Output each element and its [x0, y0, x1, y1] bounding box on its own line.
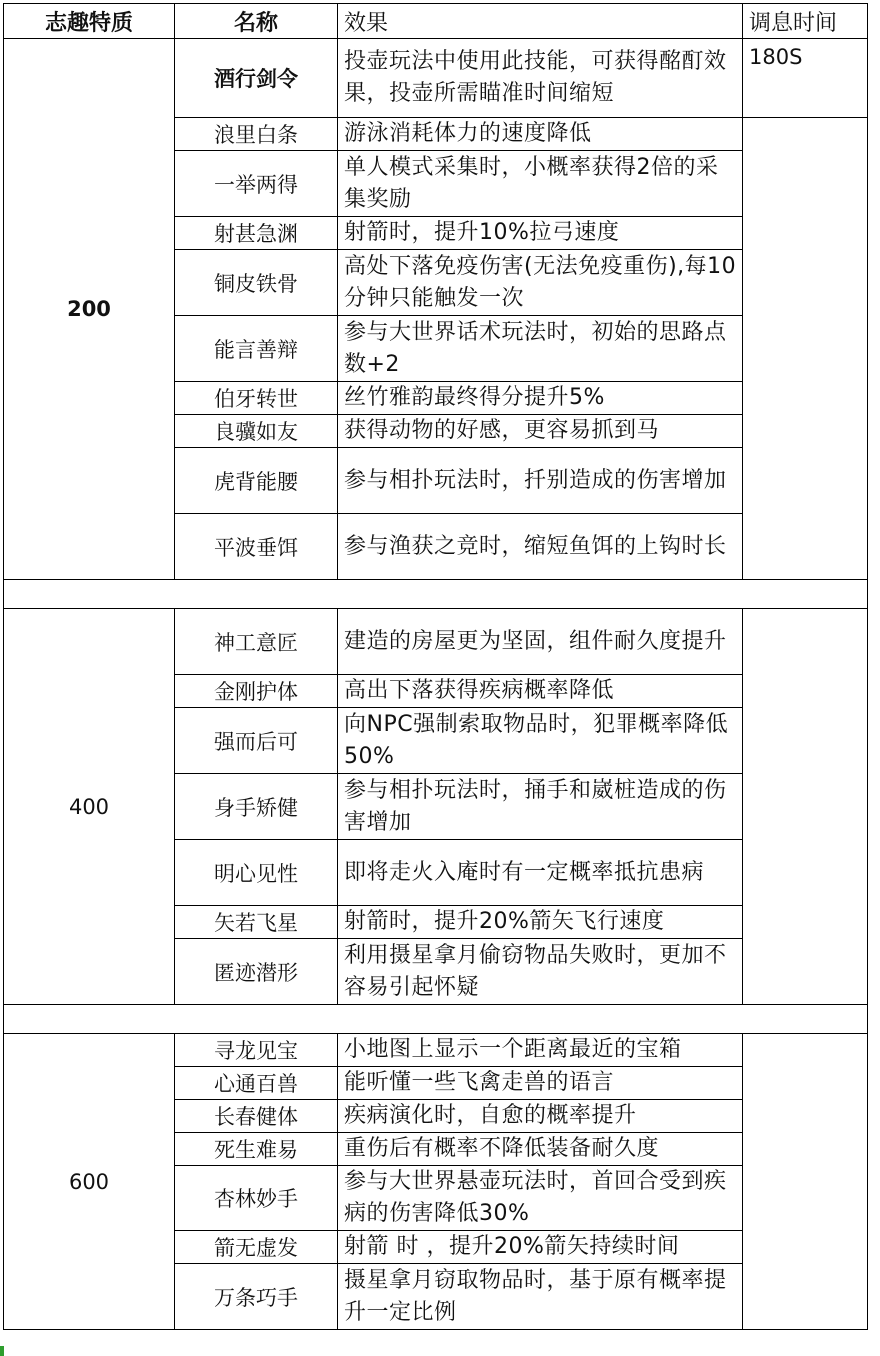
skill-effect: 利用摄星拿月偷窃物品失败时，更加不容易引起怀疑: [338, 939, 743, 1005]
skill-effect: 即将走火入庵时有一定概率抵抗患病: [338, 840, 743, 906]
trait-table: [3, 3, 868, 1330]
skill-name: 强而后可: [175, 708, 338, 774]
skill-effect: 单人模式采集时，小概率获得2倍的采集奖励: [338, 151, 743, 217]
table-row: [4, 609, 868, 675]
skill-effect: 高处下落免疫伤害(无法免疫重伤),每10分钟只能触发一次: [338, 250, 743, 316]
skill-effect: 高出下落获得疾病概率降低: [338, 675, 743, 708]
skill-effect: 参与大世界悬壶玩法时，首回合受到疾病的伤害降低30%: [338, 1166, 743, 1231]
skill-effect: 射箭 时 ，提升20%箭矢持续时间: [338, 1231, 743, 1264]
skill-name: 矢若飞星: [175, 906, 338, 939]
header-trait: 志趣特质: [4, 4, 175, 39]
skill-name: 身手矫健: [175, 774, 338, 840]
table-row: [4, 1034, 868, 1067]
skill-effect: 参与渔获之竞时，缩短鱼饵的上钩时长: [338, 514, 743, 580]
skill-name: 长春健体: [175, 1100, 338, 1133]
spacer-row: [4, 580, 868, 609]
skill-name: 万条巧手: [175, 1264, 338, 1330]
skill-effect: 射箭时，提升20%箭矢飞行速度: [338, 906, 743, 939]
header-name: 名称: [175, 4, 338, 39]
cooldown-cell: 180S: [743, 39, 868, 118]
skill-name: 浪里白条: [175, 118, 338, 151]
skill-effect: 获得动物的好感，更容易抓到马: [338, 415, 743, 448]
skill-name: 匿迹潜形: [175, 939, 338, 1005]
skill-effect: 投壶玩法中使用此技能，可获得酩酊效果，投壶所需瞄准时间缩短: [338, 39, 743, 118]
skill-effect: 向NPC强制索取物品时，犯罪概率降低50%: [338, 708, 743, 774]
spacer-cell: [4, 1005, 868, 1034]
skill-name: 心通百兽: [175, 1067, 338, 1100]
skill-effect: 参与大世界话术玩法时，初始的思路点数+2: [338, 316, 743, 382]
skill-name: 虎背能腰: [175, 448, 338, 514]
skill-name: 平波垂饵: [175, 514, 338, 580]
skill-name: 酒行剑令: [175, 39, 338, 118]
skill-name: 寻龙见宝: [175, 1034, 338, 1067]
skill-name: 良骥如友: [175, 415, 338, 448]
skill-effect: 建造的房屋更为坚固，组件耐久度提升: [338, 609, 743, 675]
tier-cell: 200: [4, 39, 175, 580]
skill-effect: 游泳消耗体力的速度降低: [338, 118, 743, 151]
cooldown-cell-empty: [743, 609, 868, 1005]
spacer-row: [4, 1005, 868, 1034]
skill-name: 伯牙转世: [175, 382, 338, 415]
skill-effect: 重伤后有概率不降低装备耐久度: [338, 1133, 743, 1166]
skill-name: 神工意匠: [175, 609, 338, 675]
table-row: [4, 39, 868, 118]
skill-effect: 参与相扑玩法时，捅手和崴桩造成的伤害增加: [338, 774, 743, 840]
header-cooldown: 调息时间: [743, 4, 868, 39]
skill-name: 能言善辩: [175, 316, 338, 382]
spacer-cell: [4, 580, 868, 609]
skill-name: 铜皮铁骨: [175, 250, 338, 316]
skill-effect: 小地图上显示一个距离最近的宝箱: [338, 1034, 743, 1067]
header-row: [4, 4, 868, 39]
header-effect: 效果: [338, 4, 743, 39]
skill-name: 金刚护体: [175, 675, 338, 708]
skill-effect: 能听懂一些飞禽走兽的语言: [338, 1067, 743, 1100]
tier-cell: 600: [4, 1034, 175, 1330]
cell-selection-marker: [0, 1346, 4, 1356]
skill-effect: 摄星拿月窃取物品时，基于原有概率提升一定比例: [338, 1264, 743, 1330]
skill-effect: 参与相扑玩法时，扦别造成的伤害增加: [338, 448, 743, 514]
skill-name: 死生难易: [175, 1133, 338, 1166]
skill-name: 一举两得: [175, 151, 338, 217]
skill-name: 箭无虚发: [175, 1231, 338, 1264]
skill-effect: 射箭时，提升10%拉弓速度: [338, 217, 743, 250]
tier-cell: 400: [4, 609, 175, 1005]
cooldown-cell-empty: [743, 118, 868, 580]
skill-name: 杏林妙手: [175, 1166, 338, 1231]
skill-name: 明心见性: [175, 840, 338, 906]
skill-name: 射甚急渊: [175, 217, 338, 250]
skill-effect: 疾病演化时，自愈的概率提升: [338, 1100, 743, 1133]
cooldown-cell-empty: [743, 1034, 868, 1330]
skill-effect: 丝竹雅韵最终得分提升5%: [338, 382, 743, 415]
